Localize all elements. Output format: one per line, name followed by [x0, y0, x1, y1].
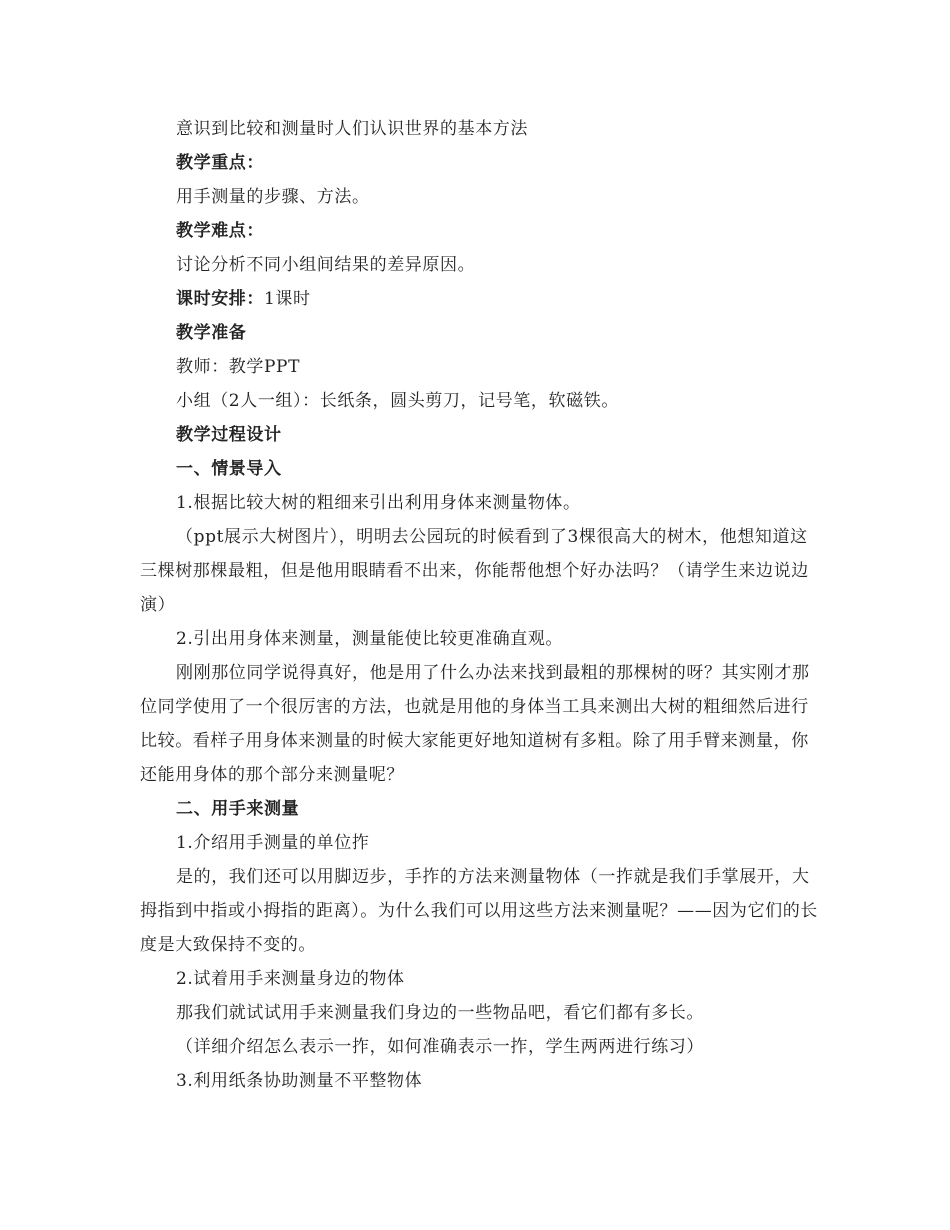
text-line: 1.介绍用手测量的单位拃: [176, 833, 370, 853]
paragraph: 刚刚那位同学说得真好，他是用了什么办法来找到最粗的那棵树的呀？其实刚才那位同学使用了一个很厉害的方法，也就是用他的身体当工具来测出大树的粗细然后进行比较。看样子用身体来测量的时候大家能更好地知道树有多粗。除了用手臂来测量，你还能用身体的那个部分来测量呢？: [140, 663, 810, 785]
text-line: 3.利用纸条协助测量不平整物体: [176, 1071, 423, 1091]
text-line: 用手测量的步骤、方法。: [176, 187, 370, 207]
heading-process: 教学过程设计: [176, 425, 282, 445]
heading-section-1: 一、情景导入: [176, 459, 282, 479]
text-line: 讨论分析不同小组间结果的差异原因。: [176, 255, 476, 275]
document-body: [140, 112, 820, 1098]
heading-preparation: 教学准备: [176, 323, 247, 343]
text-line: 那我们就试试用手来测量我们身边的一些物品吧，看它们都有多长。: [176, 1003, 704, 1023]
heading-schedule: 课时安排：: [176, 289, 264, 309]
text-line: 意识到比较和测量时人们认识世界的基本方法: [176, 119, 528, 139]
paragraph: 是的，我们还可以用脚迈步，手拃的方法来测量物体（一拃就是我们手掌展开，大拇指到中指或小拇指的距离）。为什么我们可以用这些方法来测量呢？——因为它们的长度是大致保持不变的。: [140, 867, 818, 955]
text-line: 教师：教学PPT: [176, 357, 301, 377]
schedule-value: 1课时: [264, 289, 311, 309]
schedule-line: [140, 282, 820, 316]
text-line: 小组（2人一组）：长纸条，圆头剪刀，记号笔，软磁铁。: [176, 391, 619, 411]
paragraph: （ppt展示大树图片），明明去公园玩的时候看到了3棵很高大的树木，他想知道这三棵树那棵最粗，但是他用眼睛看不出来，你能帮他想个好办法吗？（请学生来边说边演）: [140, 527, 809, 615]
text-line: 2.引出用身体来测量，测量能使比较更准确直观。: [176, 629, 564, 649]
heading-key-points: 教学重点：: [176, 153, 264, 173]
heading-section-2: 二、用手来测量: [176, 799, 300, 819]
heading-difficulties: 教学难点：: [176, 221, 264, 241]
text-line: （详细介绍怎么表示一拃，如何准确表示一拃，学生两两进行练习）: [176, 1037, 704, 1057]
text-line: 1.根据比较大树的粗细来引出利用身体来测量物体。: [176, 493, 581, 513]
text-line: 2.试着用手来测量身边的物体: [176, 969, 405, 989]
